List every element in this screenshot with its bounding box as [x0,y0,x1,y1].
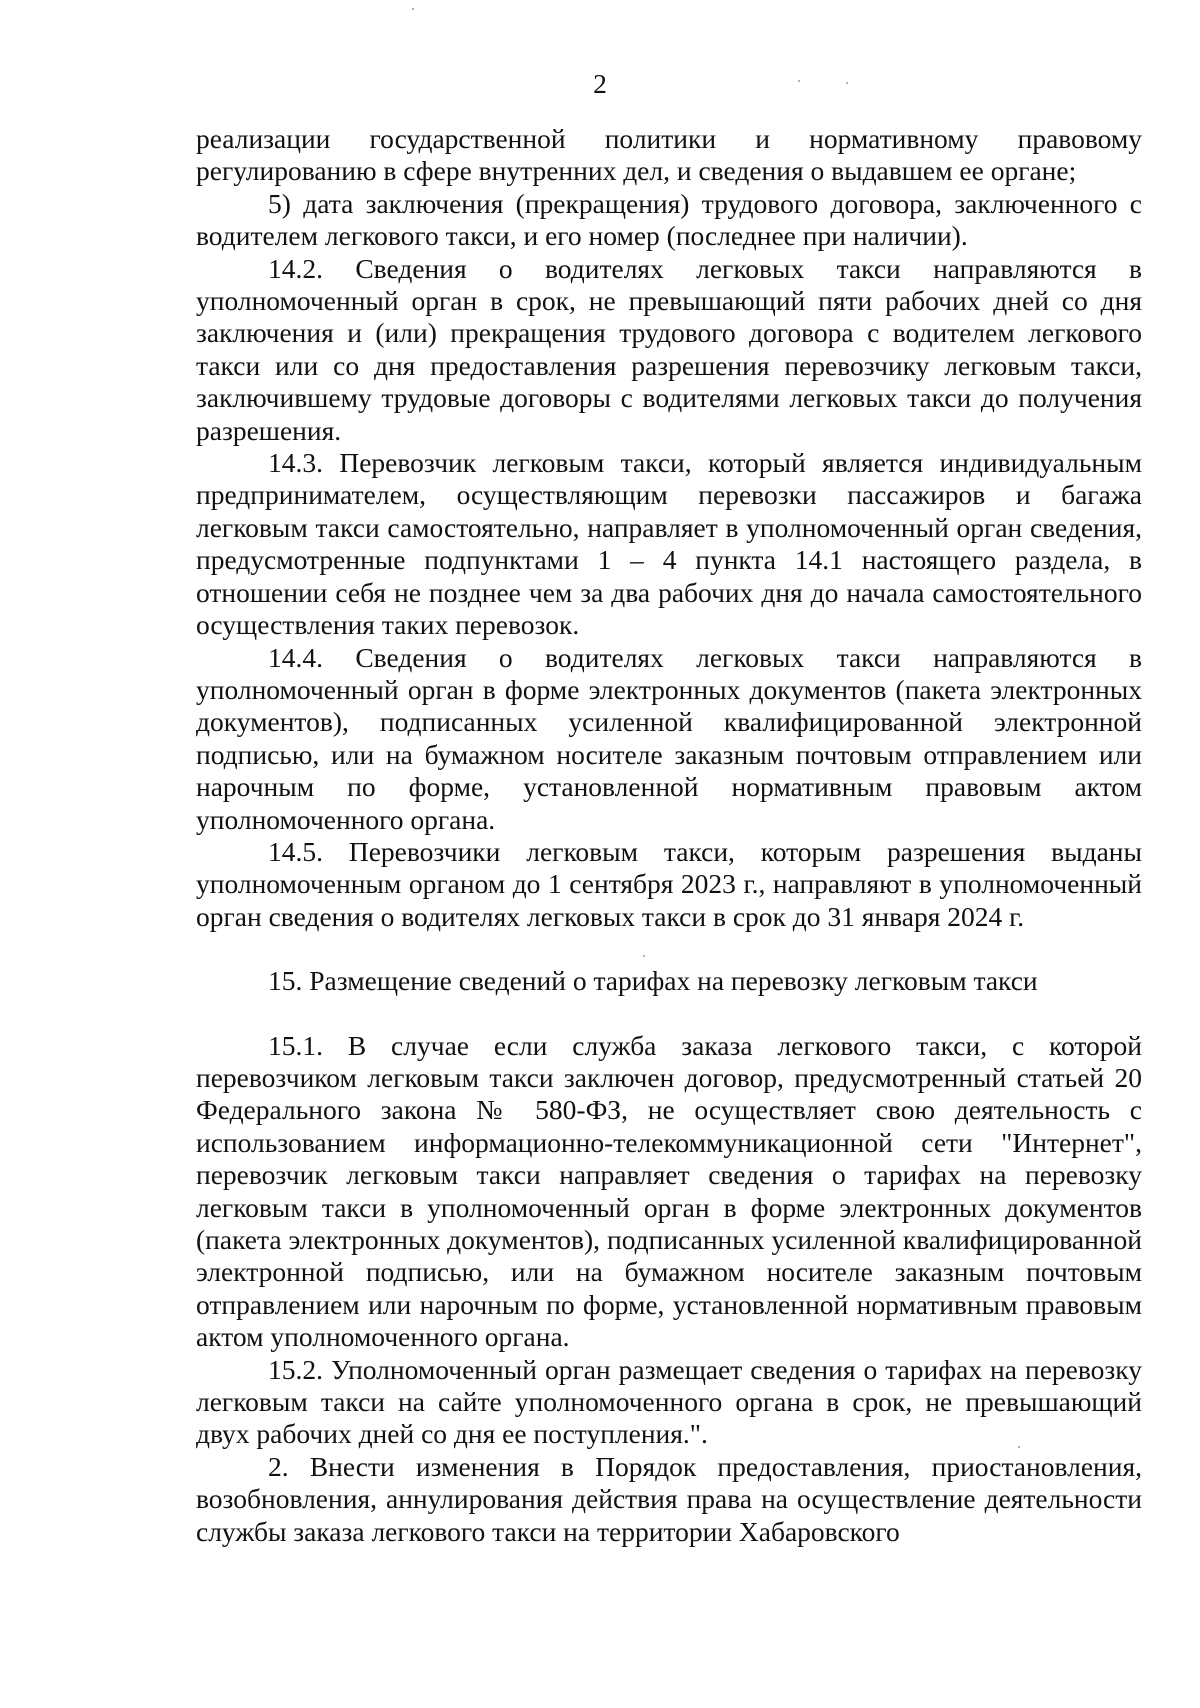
section-heading-15: 15. Размещение сведений о тарифах на перевозку легковым такси [268,965,1038,997]
paragraph-14-2: 14.2. Сведения о водителях легковых такси направляются в уполномоченный орган в срок, не превышающий пяти рабочих дней со дня заключения и (или) прекращения трудового договора с водителем легкового такси или со дня предоставления разрешения перевозчику легковым такси, заключившему трудовые договоры с водителями легковых такси до получения разрешения. [196,252,1142,446]
paragraph-continuation: реализации государственной политики и нормативному правовому регулированию в сфере внутренних дел, и сведения о выдавшем ее органе; [196,123,1142,187]
scan-speck [412,8,414,10]
paragraph-15-2: 15.2. Уполномоченный орган размещает сведения о тарифах на перевозку легковым такси на сайте уполномоченного органа в срок, не превышающий двух рабочих дней со дня ее поступления.". [196,1353,1142,1450]
paragraph-14-5: 14.5. Перевозчики легковым такси, которым разрешения выданы уполномоченным органом до 1 сентября 2023 г., направляют в уполномоченный орган сведения о водителях легковых такси в срок до 31 января 2024 г. [196,835,1142,932]
paragraph-14-4: 14.4. Сведения о водителях легковых такси направляются в уполномоченный орган в форме электронных документов (пакета электронных документов), подписанных усиленной квалифицированной электронной подписью, или на бумажном носителе заказным почтовым отправлением или нарочным по форме, установленной нормативным правовым актом уполномоченного органа. [196,641,1142,835]
paragraph-15-1: 15.1. В случае если служба заказа легкового такси, с которой перевозчиком легковым такси заключен договор, предусмотренный статьей 20 Федерального закона № 580-ФЗ, не осуществляет свою деятельность с использованием информационно-телекоммуникационной сети "Интернет", перевозчик легковым такси направляет сведения о тарифах на перевозку легковым такси в уполномоченный орган в форме электронных документов (пакета электронных документов), подписанных усиленной квалифицированной электронной подписью, или на бумажном носителе заказным почтовым отправлением или нарочным по форме, установленной нормативным правовым актом уполномоченного органа. [196,1029,1142,1353]
paragraph-14-3: 14.3. Перевозчик легковым такси, который является индивидуальным предпринимателем, осуществляющим перевозки пассажиров и багажа легковым такси самостоятельно, направляет в уполномоченный орган сведения, предусмотренные подпунктами 1 – 4 пункта 14.1 настоящего раздела, в отношении себя не позднее чем за два рабочих дня до начала самостоятельного осуществления таких перевозок. [196,447,1142,641]
scan-speck [643,955,645,957]
paragraph-item-5: 5) дата заключения (прекращения) трудового договора, заключенного с водителем легкового такси, и его номер (последнее при наличии). [196,187,1142,252]
scan-speck [846,82,848,84]
page-number: 2 [593,68,607,99]
document-body [196,123,1142,1548]
paragraph-item-2: 2. Внести изменения в Порядок предоставления, приостановления, возобновления, аннулирования действия права на осуществление деятельности службы заказа легкового такси на территории Хабаровского [196,1450,1142,1547]
scan-speck [1018,1446,1020,1448]
scan-speck [798,80,800,82]
